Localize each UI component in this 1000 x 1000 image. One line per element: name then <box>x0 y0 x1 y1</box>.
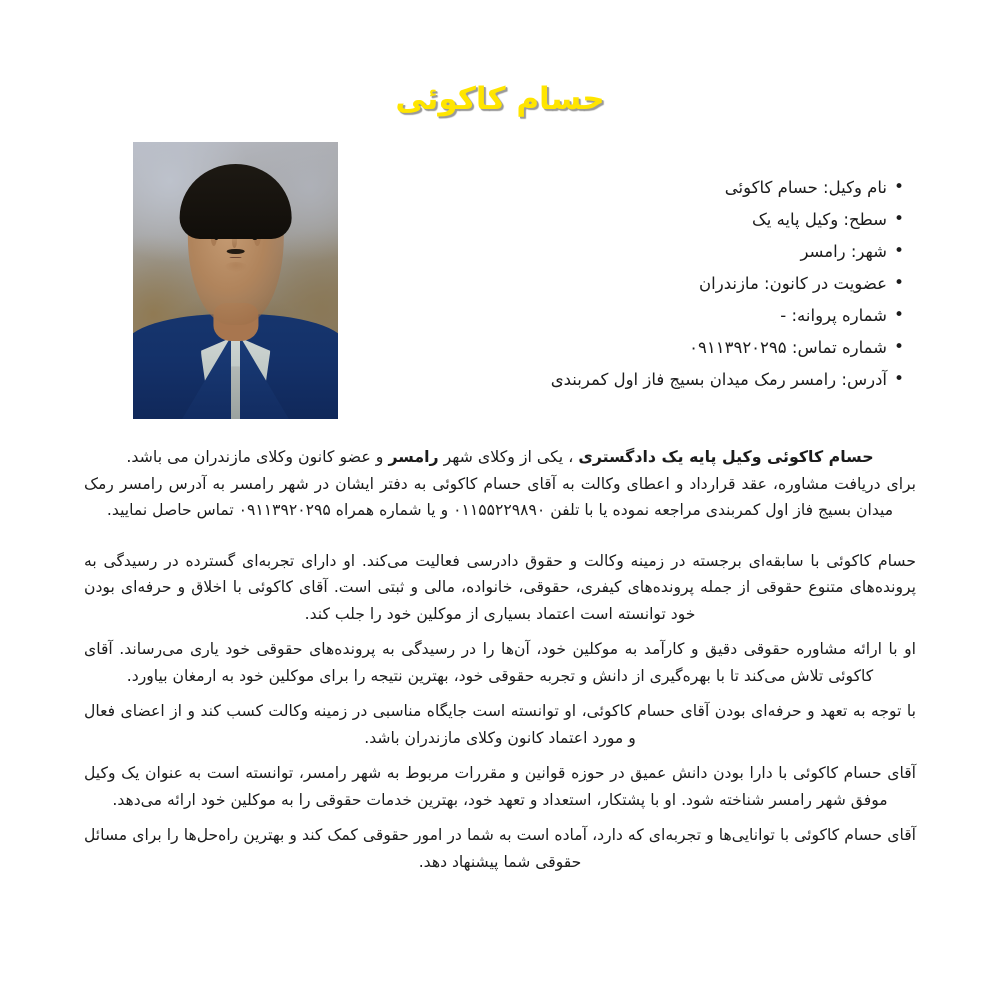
lawyer-portrait-photo <box>133 142 338 419</box>
paragraph-closing: آقای حسام کاکوئی با توانایی‌ها و تجربه‌ای که دارد، آماده است به شما در امور حقوقی کمک کند و بهترین راه‌حل‌ها را برای مسائل حقوقی شما پیشنهاد دهد. <box>84 826 916 871</box>
portrait-chin <box>224 262 247 272</box>
paragraph-spacer <box>84 524 916 548</box>
info-item-phone: • شماره تماس: ۰۹۱۱۳۹۲۰۲۹۵ <box>551 332 904 364</box>
paragraph-experience: حسام کاکوئی با سابقه‌ای برجسته در زمینه وکالت و حقوق دادرسی فعالیت می‌کند. او دارای تجربه‌ای گسترده در رسیدگی به پرونده‌های متنوع حقوقی از جمله پرونده‌های کیفری، حقوقی، خانواده، مالی و ثبتی است. آقای کاکوئی با اخلاق و حرفه‌ای بودن خود توانسته است اعتماد بسیاری از موکلین خود را جلب کند. <box>84 551 916 623</box>
paragraph-intro <box>84 444 916 471</box>
paragraph-spacer <box>84 813 916 822</box>
paragraph-consulting: او با ارائه مشاوره حقوقی دقیق و کارآمد به موکلین خود، آن‌ها را در رسیدگی به پرونده‌های حقوقی خود یاری می‌رساند. آقای کاکوئی تلاش می‌کند تا با بهره‌گیری از دانش و تجربه حقوقی خود، بهترین نتیجه را برای موکلین خود به ارمغان بیاورد. <box>84 640 916 685</box>
intro-mid-2: و عضو کانون وکلای مازندران می باشد. <box>126 447 389 466</box>
profile-header <box>0 142 1000 427</box>
portrait-mouth <box>229 257 242 259</box>
info-item-address: • آدرس: رامسر رمک میدان بسیج فاز اول کمربندی <box>551 364 904 396</box>
paragraph-knowledge: آقای حسام کاکوئی با دارا بودن دانش عمیق در حوزه قوانین و مقررات مربوط به شهر رامسر، توانسته است به عنوان یک وکیل موفق شهر رامسر شناخته شود. او با پشتکار، استعداد و تعهد خود، بهترین خدمات حقوقی را به موکلین خود ارائه می‌دهد. <box>84 764 916 809</box>
portrait-image <box>133 142 338 419</box>
biography-section <box>84 444 916 875</box>
info-item-city: • شهر: رامسر <box>551 236 904 268</box>
info-item-license-number: • شماره پروانه: - <box>551 300 904 332</box>
info-item-level: • سطح: وکیل پایه یک <box>551 204 904 236</box>
info-item-name: • نام وکیل: حسام کاکوئی <box>551 172 904 204</box>
intro-mid-1: ، یکی از وکلای شهر <box>438 447 579 466</box>
paragraph-contact: برای دریافت مشاوره، عقد قرارداد و اعطای وکالت به آقای حسام کاکوئی به دفتر ایشان در شهر رامسر به آدرس رامسر رمک میدان بسیج فاز اول کمربندی مراجعه نموده یا با تلفن ۰۱۱۵۵۲۲۹۸۹۰ و یا شماره همراه ۰۹۱۱۳۹۲۰۲۹۵ تماس حاصل نمایید. <box>84 474 916 519</box>
page-title: حسام کاکوئی <box>395 80 605 117</box>
paragraph-spacer <box>84 627 916 636</box>
portrait-hair <box>179 164 292 239</box>
portrait-mustache <box>226 249 244 254</box>
page-title-bar <box>0 58 1000 140</box>
intro-bold-title: حسام کاکوئی وکیل پایه یک دادگستری <box>578 447 874 466</box>
paragraph-spacer <box>84 751 916 760</box>
paragraph-spacer <box>84 689 916 698</box>
intro-bold-city: رامسر <box>388 447 439 466</box>
info-item-bar-association: • عضویت در کانون: مازندران <box>551 268 904 300</box>
lawyer-info-list <box>551 172 904 396</box>
paragraph-commitment: با توجه به تعهد و حرفه‌ای بودن آقای حسام کاکوئی، او توانسته است جایگاه مناسبی در زمینه وکالت کسب کند و از اعضای فعال و مورد اعتماد کانون وکلای مازندران باشد. <box>84 702 916 747</box>
